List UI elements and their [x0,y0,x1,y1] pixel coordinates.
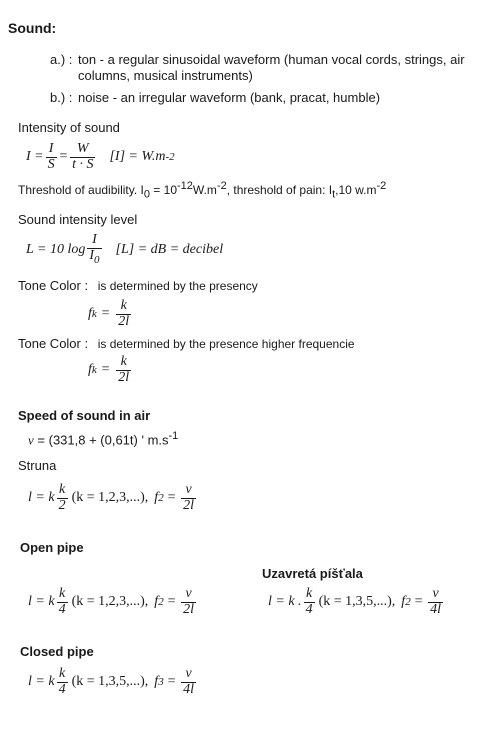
tone2-formula [88,352,133,388]
closed-pipe-cz-heading: Uzavretá píšťala [262,566,363,581]
threshold-exp-2: -2 [216,180,227,192]
open-pipe-formula [28,582,198,622]
closed-pipe-cz-fraction [304,587,315,617]
string-num2: v [185,481,192,497]
closed-pipe-heading: Closed pipe [20,644,94,659]
closed-pipe-f: f [154,674,159,689]
closed-pipe-fraction [57,667,68,697]
closed-pipe-den: 4 [58,681,66,697]
threshold-sub-0: 0 [143,188,150,201]
closed-pipe-cz-num2: v [432,585,439,601]
string-num: k [58,481,66,497]
tone1-label: Tone Color : [18,278,89,293]
string-eq: = [166,490,177,505]
item-b-label: b.) : [50,90,73,105]
level-den: I [89,248,95,264]
closed-pipe-num: k [58,665,66,681]
tone2-den: 2l [118,369,130,385]
intensity-f1-num: I [48,140,54,156]
tone1-formula [88,296,133,332]
threshold-text-1: Threshold of audibility. I [18,183,144,197]
tone1-text: is determined by the presency [97,279,258,293]
string-fraction [57,483,68,513]
closed-pipe-cz-lhs: l = k . [268,594,302,609]
string-heading: Struna [18,458,57,473]
closed-pipe-lhs: l = k [28,674,55,689]
intensity-f1-den: S [47,156,55,172]
open-pipe-num: k [58,585,66,601]
level-lhs: L = 10 log [26,242,86,257]
open-pipe-fraction [57,587,68,617]
tone1-lhs: f [88,306,92,321]
string-formula [28,478,198,518]
tone2-num: k [120,353,127,369]
intensity-f2-num: W [76,140,89,156]
threshold-text-3: W.m [192,183,217,197]
string-den2: 2l [183,497,195,513]
open-pipe-num2: v [185,585,192,601]
speed-text: = (331,8 + (0,61t) ' m.s [37,432,169,448]
threshold-line [18,180,386,200]
level-label: Sound intensity level [18,212,138,227]
item-a-label: a.) : [50,52,73,67]
string-f: f [154,490,159,505]
tone1-line [18,278,258,293]
intensity-f2-den: t · S [72,156,94,172]
open-pipe-cond: (k = 1,2,3,...), [71,594,149,609]
page-title: Sound: [8,20,57,36]
intensity-fraction-1 [46,142,57,172]
item-a-text: ton - a regular sinusoidal waveform (human vocal cords, strings, air columns, musical instruments) [78,52,465,83]
open-pipe-den2: 2l [183,601,195,617]
closed-pipe-cz-den2: 4l [430,601,442,617]
closed-pipe-cond: (k = 1,3,5,...), [71,674,149,689]
tone2-lhs: f [88,362,92,377]
tone1-den: 2l [118,313,130,329]
closed-pipe-f-sub: 3 [158,676,164,688]
closed-pipe-den2: 4l [183,681,195,697]
closed-pipe-cz-formula [268,582,445,622]
string-den: 2 [58,497,66,513]
item-b-text: noise - an irregular waveform (bank, pracat, humble) [78,90,381,105]
string-lhs: l = k [28,490,55,505]
intensity-label: Intensity of sound [18,120,120,135]
closed-pipe-cz-f-sub: 2 [405,596,411,608]
open-pipe-lhs: l = k [28,594,55,609]
tone1-lhs-sub: k [91,308,97,320]
open-pipe-fraction-2 [181,587,196,617]
level-num: I [92,232,97,248]
intensity-unit-exp: -2 [165,151,175,163]
string-cond: (k = 1,2,3,...), [71,490,149,505]
level-den-wrap [87,248,101,266]
tone2-label: Tone Color : [18,336,89,351]
open-pipe-f-sub: 2 [158,596,164,608]
speed-exp: -1 [168,430,179,442]
speed-lhs: v [28,432,34,448]
open-pipe-den: 4 [58,601,66,617]
string-fraction-2 [181,483,196,513]
tone2-lhs-sub: k [91,364,97,376]
level-den-sub: 0 [94,253,100,266]
tone2-fraction [116,355,131,385]
open-pipe-f: f [154,594,159,609]
tone1-eq: = [100,306,111,321]
level-formula [26,230,223,270]
closed-pipe-num2: v [185,665,192,681]
tone2-text: is determined by the presence higher frequencie [97,337,355,351]
tone1-fraction [116,299,131,329]
level-unit: [L] = dB = decibel [115,242,224,257]
closed-pipe-fraction-2 [181,667,196,697]
threshold-exp-1: -12 [177,180,193,192]
closed-pipe-cz-f: f [401,594,406,609]
closed-pipe-cz-num: k [305,585,313,601]
intensity-eq: = [58,149,69,164]
closed-pipe-eq: = [166,674,177,689]
threshold-text-4: , threshold of pain: I [226,183,333,197]
threshold-sub-1: t [332,188,336,201]
tone1-num: k [120,297,127,313]
intensity-formula [26,137,175,177]
intensity-fraction-2 [70,142,95,172]
level-fraction [87,233,101,266]
intensity-unit: [I] = W.m [109,149,166,164]
intensity-lhs: I = [26,149,44,164]
tone2-eq: = [100,362,111,377]
threshold-text-2: = 10 [149,183,177,197]
closed-pipe-formula [28,662,198,702]
closed-pipe-cz-cond: (k = 1,3,5,...), [318,594,396,609]
threshold-text-5: ,10 w.m [335,183,377,197]
closed-pipe-cz-fraction-2 [428,587,443,617]
threshold-exp-3: -2 [376,180,387,192]
open-pipe-heading: Open pipe [20,540,84,555]
tone2-line [18,336,355,351]
string-f-sub: 2 [158,492,164,504]
open-pipe-eq: = [166,594,177,609]
closed-pipe-cz-eq: = [413,594,424,609]
speed-heading: Speed of sound in air [18,408,151,423]
speed-formula [28,430,178,448]
closed-pipe-cz-den: 4 [305,601,313,617]
